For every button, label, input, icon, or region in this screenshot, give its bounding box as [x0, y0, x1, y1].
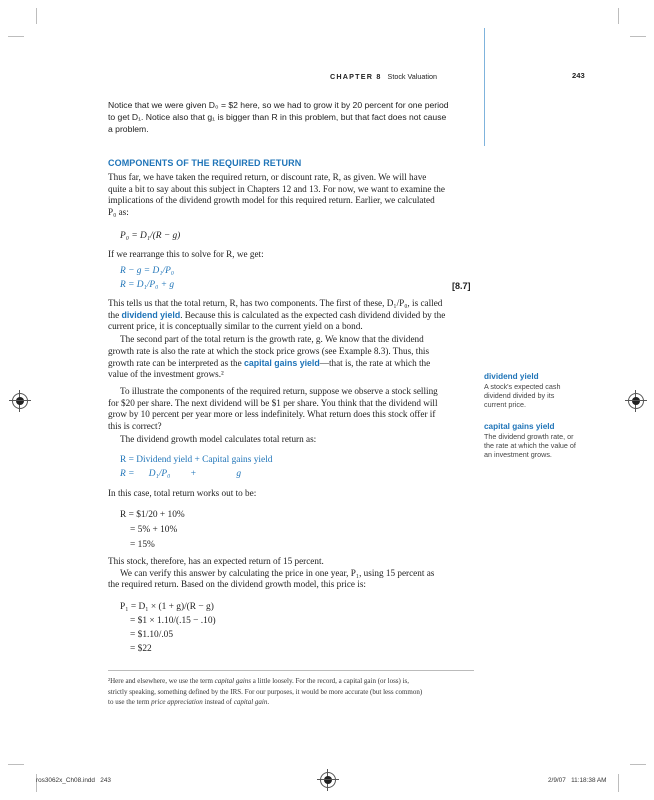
crop-mark	[8, 36, 24, 37]
text-line: This stock, therefore, has an expected return of 15 percent.	[108, 556, 324, 566]
text-line: implications of the dividend growth model for this required return. Earlier, we calculated	[108, 195, 435, 206]
paragraph: In this case, total return works out to be:	[108, 488, 257, 498]
calc-line: = $1 × 1.10/(.15 − .10)	[130, 616, 216, 626]
text-run: .	[267, 698, 270, 707]
margin-term-capital-gains-yield: capital gains yield	[484, 422, 555, 431]
text-run: D₁/P₀	[148, 469, 171, 479]
text-line	[108, 676, 422, 687]
text-run: +	[190, 469, 197, 479]
text-line: the required return. Based on the dividend growth model, this price is:	[108, 579, 366, 590]
text-run: capital gains	[214, 677, 252, 685]
crop-mark	[630, 36, 646, 37]
paragraph	[108, 386, 474, 432]
text-line	[108, 697, 422, 708]
section-heading: COMPONENTS OF THE REQUIRED RETURN	[108, 158, 302, 168]
text-run: R =	[120, 469, 135, 479]
text-line: this is correct?	[108, 420, 162, 431]
key-term-capital-gains-yield[interactable]: capital gains yield	[243, 357, 320, 368]
crop-mark	[618, 8, 619, 24]
text-line: Notice that we were given D₀ = $2 here, so we had to grow it by 20 percent for one period	[108, 100, 449, 110]
calc-line: = 5% + 10%	[130, 525, 178, 535]
intro-note	[108, 100, 449, 135]
calc-line: P₁ = D₁ × (1 + g)/(R − g)	[120, 602, 214, 612]
text-run: —that is, the rate at which the	[319, 357, 431, 368]
paragraph: The dividend growth model calculates total return as:	[120, 434, 317, 444]
text-line: P₀ as:	[108, 206, 129, 217]
text-line: strictly speaking, something defined by the IRS. For our purposes, it would be more accurate (but less common)	[108, 687, 423, 696]
text-line	[108, 358, 474, 370]
text-run: growth rate can be interpreted as the	[108, 357, 244, 368]
calc-line: R = $1/20 + 10%	[120, 510, 185, 520]
text-line	[108, 310, 474, 322]
crop-mark	[8, 764, 24, 765]
equation-p0: P₀ = D₁/(R − g)	[120, 231, 181, 241]
text-run: the	[108, 309, 122, 320]
slug-file-name: ros3062x_Ch08.indd 243	[36, 777, 111, 784]
margin-definition: The dividend growth rate, or the rate at which the value of an investment grows.	[484, 432, 576, 459]
text-line: to get D₁. Notice also that g₁ is bigger than R in this problem, but that fact does not cause	[108, 111, 447, 122]
crop-mark	[630, 764, 646, 765]
key-term-dividend-yield[interactable]: dividend yield	[121, 309, 181, 320]
text-run: price appreciation	[151, 698, 203, 707]
paragraph	[108, 172, 474, 218]
text-line: Thus far, we have taken the required return, or discount rate, R, as given. We will have	[108, 172, 427, 182]
slug-timestamp: 2/9/07 11:18:38 AM	[548, 777, 607, 784]
footnote	[108, 676, 422, 708]
footnote-rule	[108, 670, 474, 671]
text-run: capital gain	[233, 698, 268, 707]
text-line: quite a bit to say about this subject in Chapters 12 and 13. For now, we want to examine the	[108, 183, 445, 194]
text-run: a little loosely. For the record, a capital gain (or loss) is,	[251, 677, 410, 685]
paragraph: If we rearrange this to solve for R, we get:	[108, 249, 264, 259]
text-line: value of the investment grows.²	[108, 369, 224, 380]
text-run: . Because this is calculated as the expected cash dividend divided by the	[180, 309, 446, 320]
text-run: ²Here and elsewhere, we use the term	[108, 677, 215, 685]
paragraph	[108, 298, 474, 333]
equation-r: R = D₁/P₀ + g	[120, 280, 175, 290]
equation-components-terms	[120, 469, 241, 479]
text-run: instead of	[202, 698, 234, 707]
running-header	[330, 72, 437, 81]
equation-components: R = Dividend yield + Capital gains yield	[120, 455, 273, 465]
text-line: a problem.	[108, 123, 149, 134]
text-run: g	[236, 469, 242, 479]
margin-definition: A stock's expected cash dividend divided by its current price.	[484, 382, 561, 409]
calculation-total-return	[120, 508, 185, 553]
crop-mark	[36, 8, 37, 24]
text-line: We can verify this answer by calculating the price in one year, P₁, using 15 percent as	[120, 567, 435, 578]
text-line: To illustrate the components of the required return, suppose we observe a stock selling	[120, 386, 438, 396]
text-line: for $20 per share. The next dividend will be $1 per share. You think that the dividend will	[108, 397, 438, 408]
text-line: grow by 10 percent per year more or less indefinitely. What return does this stock offer if	[108, 409, 436, 420]
margin-term-dividend-yield: dividend yield	[484, 372, 539, 381]
registration-mark-icon	[628, 393, 644, 409]
text-line: current price, it is conceptually similar to the current yield on a bond.	[108, 321, 363, 332]
calc-line: = $1.10/.05	[130, 630, 174, 640]
equation-number: [8.7]	[452, 281, 471, 291]
registration-mark-icon	[12, 393, 28, 409]
text-line: This tells us that the total return, R, has two components. The first of these, D₁/P₀, is called	[108, 298, 443, 308]
calculation-future-price	[120, 600, 216, 656]
crop-mark	[618, 774, 619, 792]
calc-line: = 15%	[130, 540, 155, 550]
registration-mark-icon	[320, 772, 336, 788]
text-run: to use the term	[108, 698, 152, 707]
paragraph	[108, 334, 474, 346]
section-title: Stock Valuation	[387, 72, 437, 81]
text-line: The second part of the total return is the growth rate, g. We know that the dividend	[120, 334, 424, 344]
equation-r-minus-g: R − g = D₁/P₀	[120, 266, 175, 276]
page-number: 243	[572, 71, 585, 80]
margin-rule	[484, 28, 485, 146]
text-line: growth rate is also the rate at which the stock price grows (see Example 8.3). Thus, this	[108, 346, 430, 356]
calc-line: = $22	[130, 644, 152, 654]
chapter-label: CHAPTER 8	[330, 72, 382, 81]
paragraph	[108, 346, 474, 381]
paragraph	[108, 556, 474, 591]
